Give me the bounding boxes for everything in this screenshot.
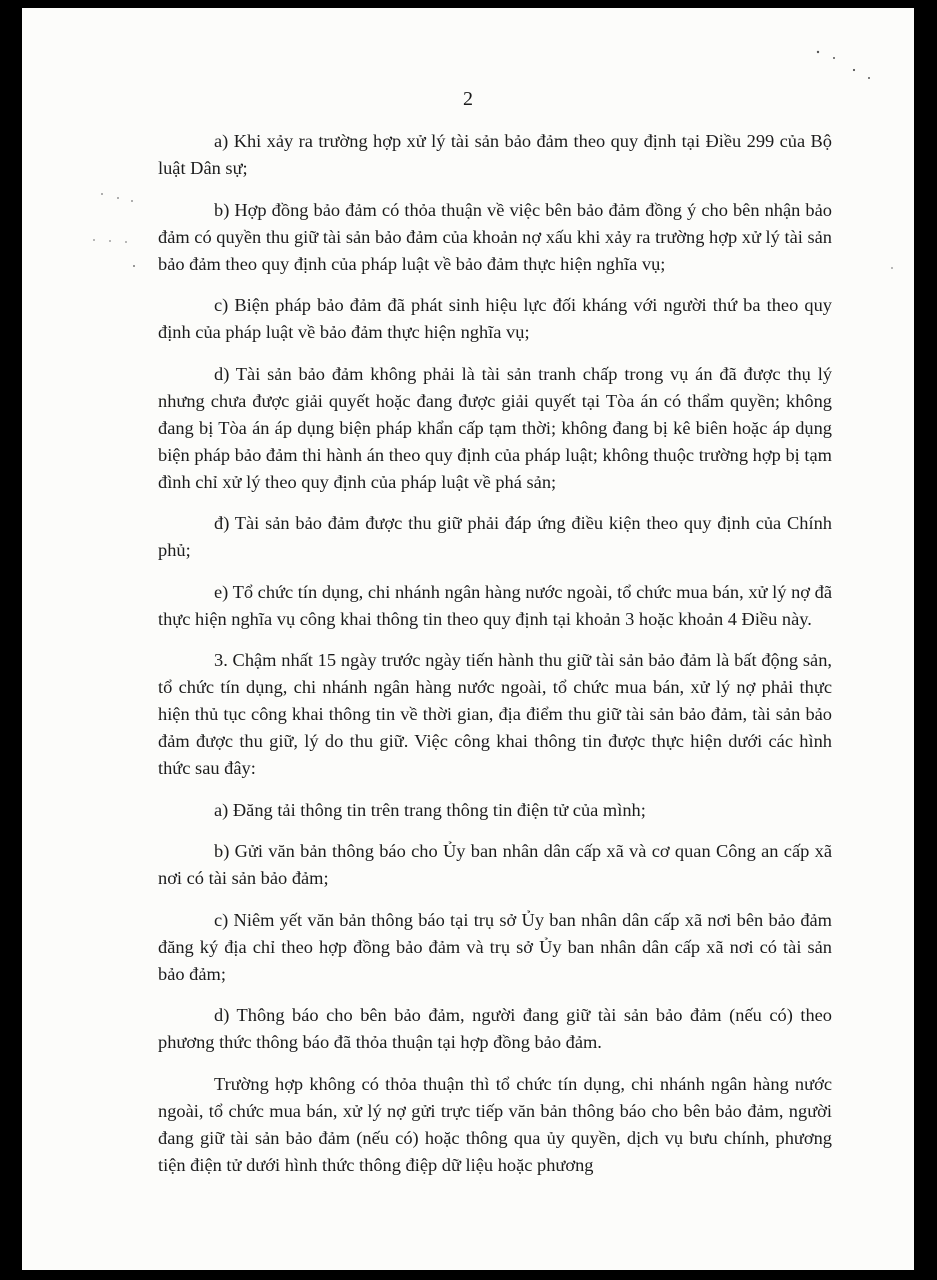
document-body [158, 128, 832, 1193]
paragraph-c-1: c) Biện pháp bảo đảm đã phát sinh hiệu lực đối kháng với người thứ ba theo quy định của pháp luật về bảo đảm thực hiện nghĩa vụ; [158, 295, 832, 342]
paragraph-b-1: b) Hợp đồng bảo đảm có thỏa thuận về việc bên bảo đảm đồng ý cho bên nhận bảo đảm có quyền thu giữ tài sản bảo đảm của khoản nợ xấu khi xảy ra trường hợp xử lý tài sản bảo đảm theo quy định của pháp luật về bảo đảm thực hiện nghĩa vụ; [158, 199, 832, 274]
paragraph-e-1: e) Tổ chức tín dụng, chi nhánh ngân hàng nước ngoài, tổ chức mua bán, xử lý nợ đã thực hiện nghĩa vụ công khai thông tin theo quy định tại khoản 3 hoặc khoản 4 Điều này. [158, 581, 832, 629]
document-page [22, 8, 914, 1270]
paragraph-dd-1: đ) Tài sản bảo đảm được thu giữ phải đáp ứng điều kiện theo quy định của Chính phủ; [158, 513, 832, 560]
page-number: 2 [463, 88, 473, 110]
paragraph-d-2: d) Thông báo cho bên bảo đảm, người đang giữ tài sản bảo đảm (nếu có) theo phương thức thông báo đã thỏa thuận tại hợp đồng bảo đảm. [158, 1005, 832, 1052]
paragraph-d-1: d) Tài sản bảo đảm không phải là tài sản tranh chấp trong vụ án đã được thụ lý nhưng chưa được giải quyết hoặc đang được giải quyết tại Tòa án có thẩm quyền; không đang bị Tòa án áp dụng biện pháp khẩn cấp tạm thời; không đang bị kê biên hoặc áp dụng biện pháp bảo đảm thi hành án theo quy định của pháp luật; không thuộc trường hợp bị tạm đình chỉ xử lý theo quy định của pháp luật về phá sản; [158, 363, 832, 492]
paragraph-b-2: b) Gửi văn bản thông báo cho Ủy ban nhân dân cấp xã và cơ quan Công an cấp xã nơi có tài sản bảo đảm; [158, 841, 832, 888]
paragraph-clause-3: 3. Chậm nhất 15 ngày trước ngày tiến hành thu giữ tài sản bảo đảm là bất động sản, tổ chức tín dụng, chi nhánh ngân hàng nước ngoài, tổ chức mua bán, xử lý nợ phải thực hiện thủ tục công khai thông tin về thời gian, địa điểm thu giữ tài sản bảo đảm, tài sản bảo đảm được thu giữ, lý do thu giữ. Việc công khai thông tin được thực hiện dưới các hình thức sau đây: [158, 650, 832, 778]
paragraph-no-agreement: Trường hợp không có thỏa thuận thì tổ chức tín dụng, chi nhánh ngân hàng nước ngoài, tổ chức mua bán, xử lý nợ gửi trực tiếp văn bản thông báo cho bên bảo đảm, người đang giữ tài sản bảo đảm (nếu có) hoặc thông qua ủy quyền, dịch vụ bưu chính, phương tiện điện tử dưới hình thức thông điệp dữ liệu hoặc phương [158, 1073, 832, 1175]
paragraph-a-2: a) Đăng tải thông tin trên trang thông tin điện tử của mình; [214, 799, 646, 820]
paragraph-a-1: a) Khi xảy ra trường hợp xử lý tài sản bảo đảm theo quy định tại Điều 299 của Bộ luật Dân sự; [158, 131, 832, 178]
paragraph-c-2: c) Niêm yết văn bản thông báo tại trụ sở Ủy ban nhân dân cấp xã nơi bên bảo đảm đăng ký địa chỉ theo hợp đồng bảo đảm và trụ sở Ủy ban nhân dân cấp xã nơi có tài sản bảo đảm; [158, 909, 832, 984]
